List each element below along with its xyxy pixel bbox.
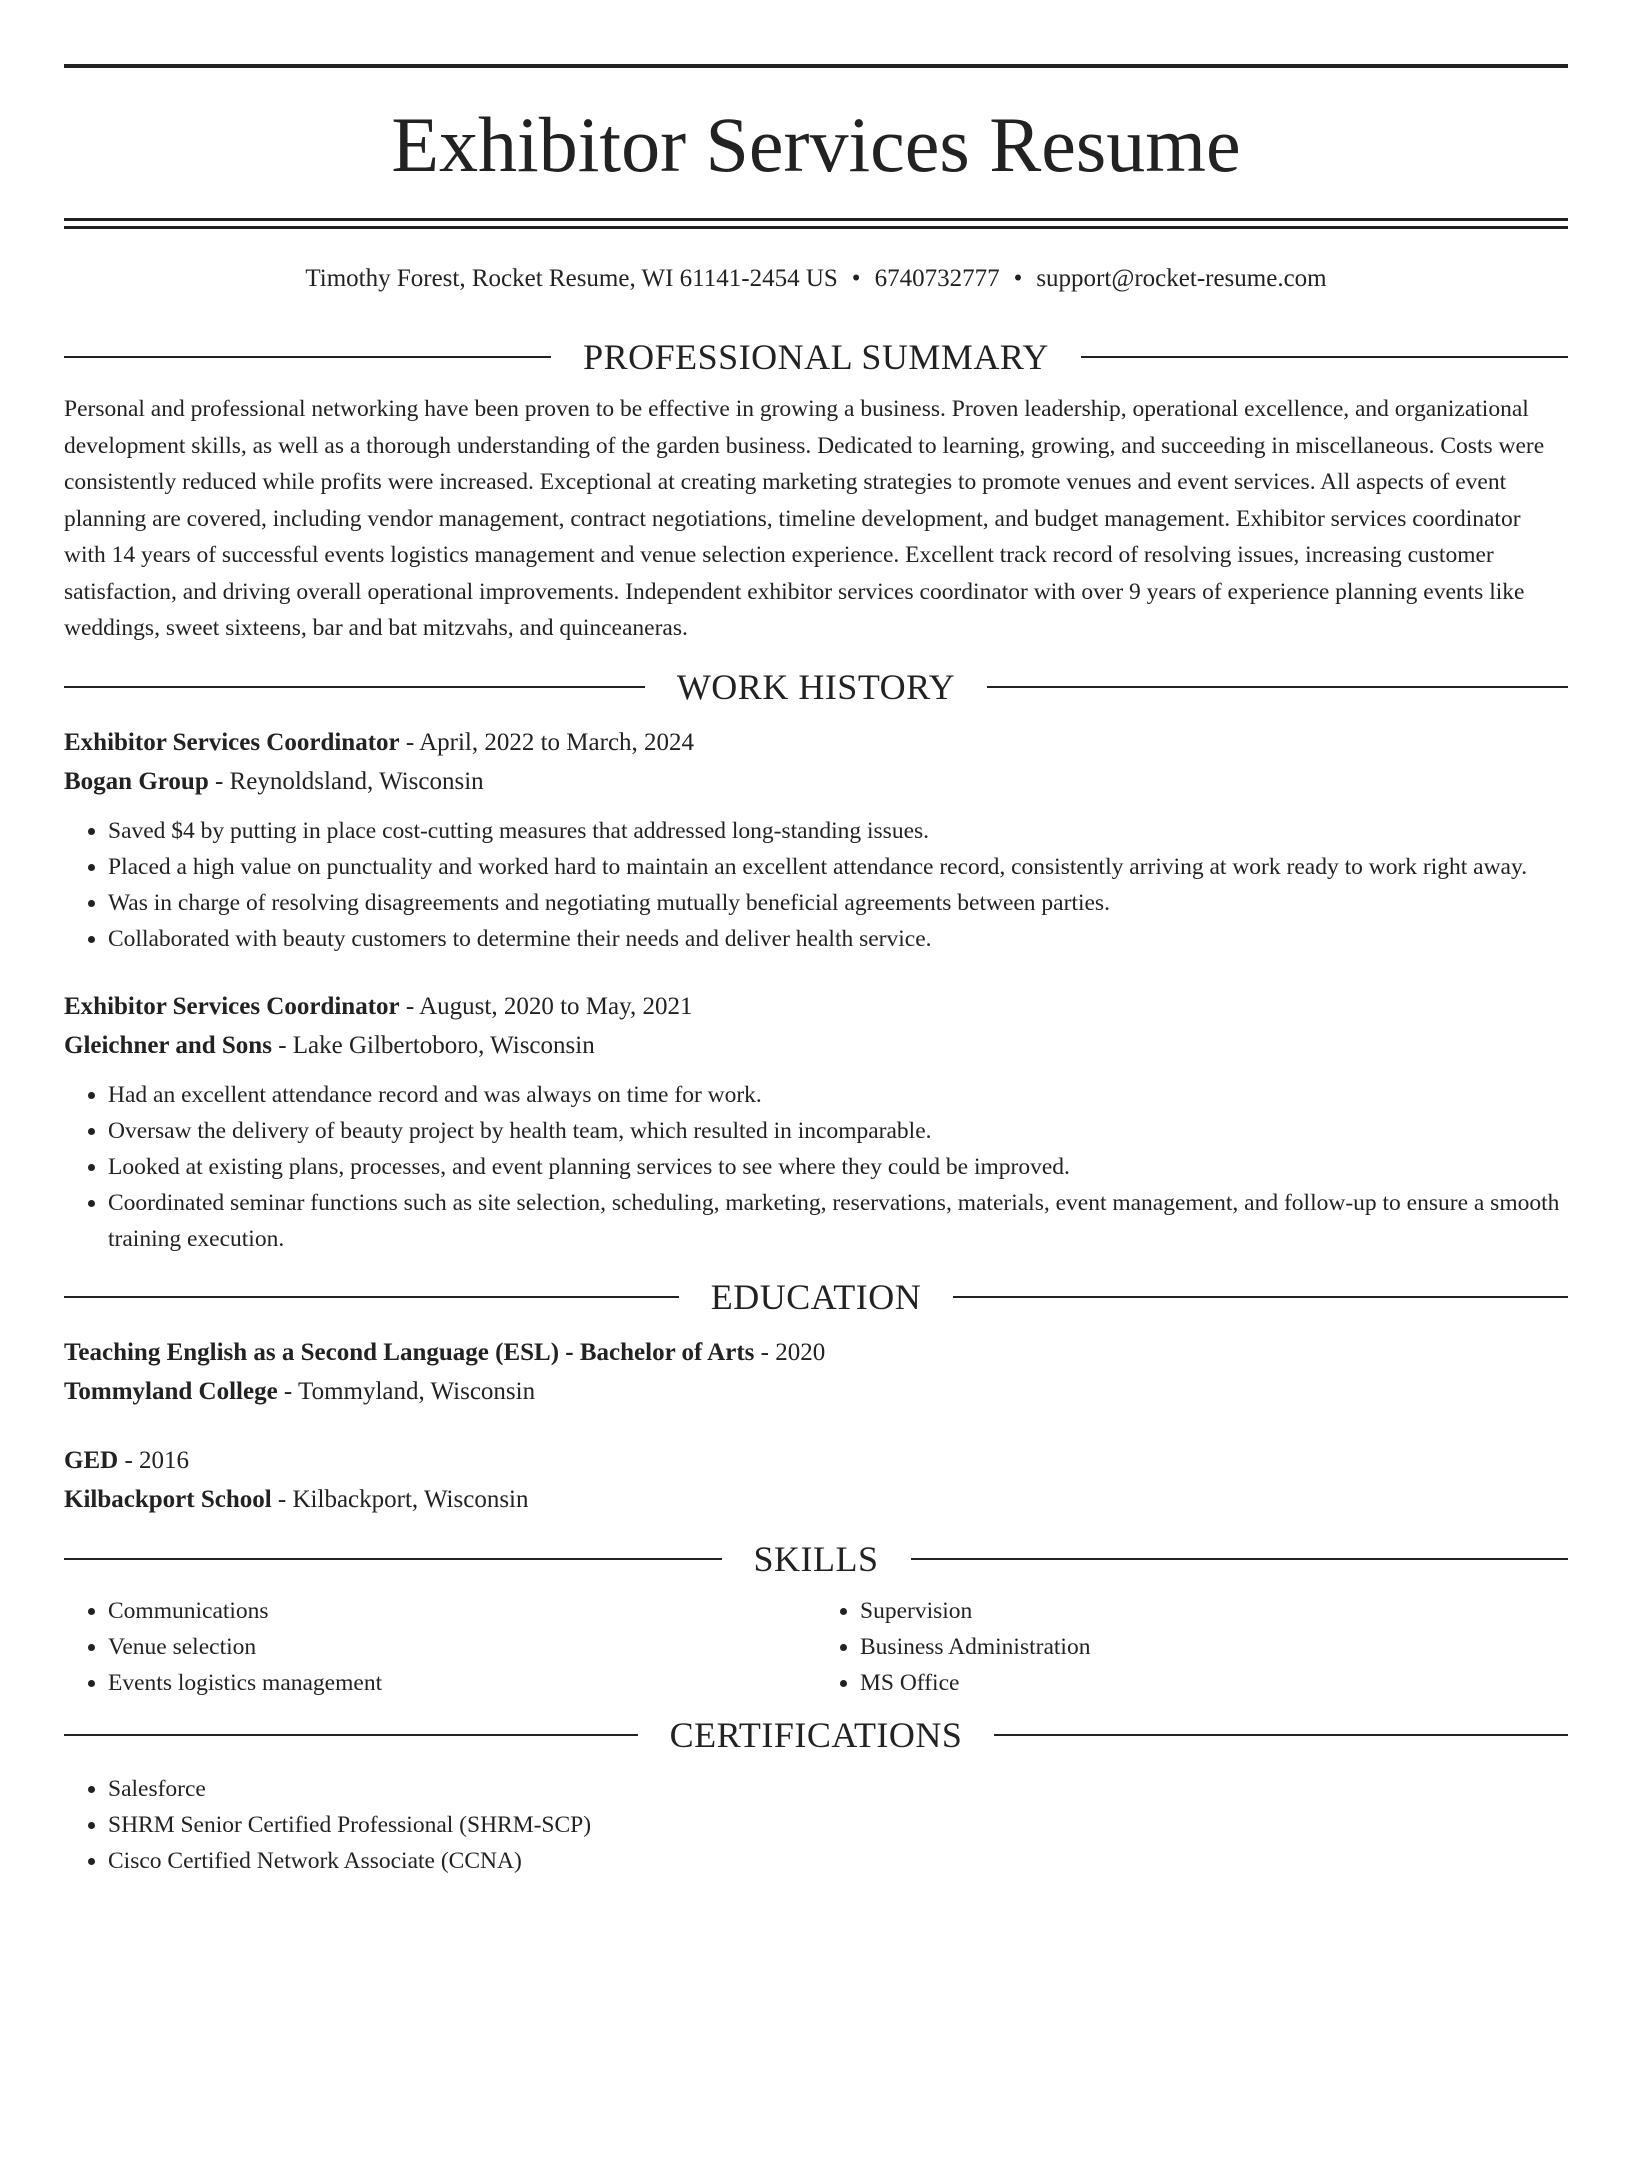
section-title: PROFESSIONAL SUMMARY <box>583 337 1049 377</box>
section-rule <box>911 1558 1569 1560</box>
job-bullets <box>64 1077 1568 1257</box>
school-name: Tommyland College <box>64 1377 278 1405</box>
list-item: • Coordinated seminar functions such as site selection, scheduling, marketing, reservations, materials, event management, and follow-up to ensure a smooth training execution. <box>108 1185 1568 1257</box>
section-title: EDUCATION <box>710 1276 922 1317</box>
section-header-skills <box>64 1537 1568 1581</box>
skill-item: • Business Administration <box>860 1629 1568 1665</box>
skill-item: • MS Office <box>860 1665 1568 1701</box>
contact-address: Timothy Forest, Rocket Resume, WI 61141-2454 US <box>305 265 838 292</box>
contact-email[interactable]: support@rocket-resume.com <box>1036 265 1327 292</box>
contact-phone: 6740732777 <box>874 265 1000 292</box>
job-dates: - August, 2020 to May, 2021 <box>399 992 693 1020</box>
job-title-line <box>64 723 1568 762</box>
list-item: • Saved $4 by putting in place cost-cutting measures that addressed long-standing issues. <box>108 813 1568 849</box>
employer-line <box>64 762 1568 801</box>
degree-name: GED <box>64 1446 119 1474</box>
section-header-work-history <box>64 665 1568 709</box>
contact-separator: • <box>851 265 861 292</box>
list-item: • Placed a high value on punctuality and worked hard to maintain an excellent attendance record, consistently arriving at work ready to work right away. <box>108 849 1568 885</box>
school-location: - Kilbackport, Wisconsin <box>271 1485 529 1513</box>
section-header-certifications <box>64 1713 1568 1757</box>
degree-year: - 2016 <box>118 1446 190 1474</box>
summary-paragraph: Personal and professional networking have been proven to be effective in growing a business. Proven leadership, operational excellence, and organizational development skills, as well as a thorough understanding of the garden business. Dedicated to learning, growing, and succeeding in miscellaneous. Costs were consistently reduced while profits were increased. Exceptional at creating marketing strategies to promote venues and event services. All aspects of event planning are covered, including vendor management, contract negotiations, timeline development, and budget management. Exhibitor services coordinator with 14 years of successful events logistics management and venue selection experience. Excellent track record of resolving issues, increasing customer satisfaction, and driving overall operational improvements. Independent exhibitor services coordinator with over 9 years of experience planning events like weddings, sweet sixteens, bar and bat mitzvahs, and quinceaneras. <box>64 396 1545 641</box>
section-rule <box>953 1296 1568 1298</box>
job-bullets <box>64 813 1568 957</box>
employer-location: - Reynoldsland, Wisconsin <box>208 767 484 795</box>
section-rule <box>64 686 645 688</box>
certifications-list <box>64 1771 1568 1879</box>
skills-grid <box>64 1593 1568 1701</box>
section-rule <box>64 356 551 358</box>
certification-item: • Salesforce <box>108 1771 1568 1807</box>
list-item: • Had an excellent attendance record and was always on time for work. <box>108 1077 1568 1113</box>
employer-name: Gleichner and Sons <box>64 1031 272 1059</box>
certification-item: • SHRM Senior Certified Professional (SHRM-SCP) <box>108 1807 1568 1843</box>
job-title: Exhibitor Services Coordinator <box>64 992 400 1020</box>
school-name: Kilbackport School <box>64 1485 272 1513</box>
resume-title: Exhibitor Services Resume <box>391 101 1241 188</box>
employer-line <box>64 1026 1568 1065</box>
section-rule <box>64 1734 638 1736</box>
skill-item: • Communications <box>108 1593 816 1629</box>
top-rule <box>64 64 1568 68</box>
list-item: • Looked at existing plans, processes, and event planning services to see where they could be improved. <box>108 1149 1568 1185</box>
employer-name: Bogan Group <box>64 767 209 795</box>
contact-separator: • <box>1013 265 1023 292</box>
school-location: - Tommyland, Wisconsin <box>277 1377 536 1405</box>
section-rule <box>64 1558 722 1560</box>
employer-location: - Lake Gilbertoboro, Wisconsin <box>271 1031 595 1059</box>
job-dates: - April, 2022 to March, 2024 <box>399 728 695 756</box>
certification-item: • Cisco Certified Network Associate (CCNA) <box>108 1843 1568 1879</box>
skills-column-right <box>816 1593 1568 1701</box>
section-header-summary <box>64 335 1568 379</box>
skill-item: • Venue selection <box>108 1629 816 1665</box>
work-entry <box>64 723 1568 957</box>
school-line <box>64 1480 1568 1519</box>
job-title: Exhibitor Services Coordinator <box>64 728 400 756</box>
section-header-education <box>64 1275 1568 1319</box>
section-rule <box>994 1734 1568 1736</box>
list-item: • Oversaw the delivery of beauty project by health team, which resulted in incomparable. <box>108 1113 1568 1149</box>
education-entry <box>64 1333 1568 1411</box>
work-entry <box>64 987 1568 1257</box>
section-title: CERTIFICATIONS <box>669 1714 963 1755</box>
job-title-line <box>64 987 1568 1026</box>
degree-line <box>64 1441 1568 1480</box>
skill-item: • Supervision <box>860 1593 1568 1629</box>
degree-year: - 2020 <box>754 1338 826 1366</box>
list-item: • Collaborated with beauty customers to determine their needs and deliver health service. <box>108 921 1568 957</box>
section-rule <box>1081 356 1568 358</box>
section-title: SKILLS <box>753 1538 879 1579</box>
resume-page <box>0 64 1632 2176</box>
title-double-rule <box>64 218 1568 229</box>
contact-line <box>64 263 1568 295</box>
degree-line <box>64 1333 1568 1372</box>
degree-name: Teaching English as a Second Language (ESL) - Bachelor of Arts <box>64 1338 755 1366</box>
education-entry <box>64 1441 1568 1519</box>
section-rule <box>987 686 1568 688</box>
school-line <box>64 1372 1568 1411</box>
section-title: WORK HISTORY <box>676 666 956 707</box>
skill-item: • Events logistics management <box>108 1665 816 1701</box>
section-rule <box>64 1296 679 1298</box>
list-item: • Was in charge of resolving disagreements and negotiating mutually beneficial agreements between parties. <box>108 885 1568 921</box>
skills-column-left <box>64 1593 816 1701</box>
